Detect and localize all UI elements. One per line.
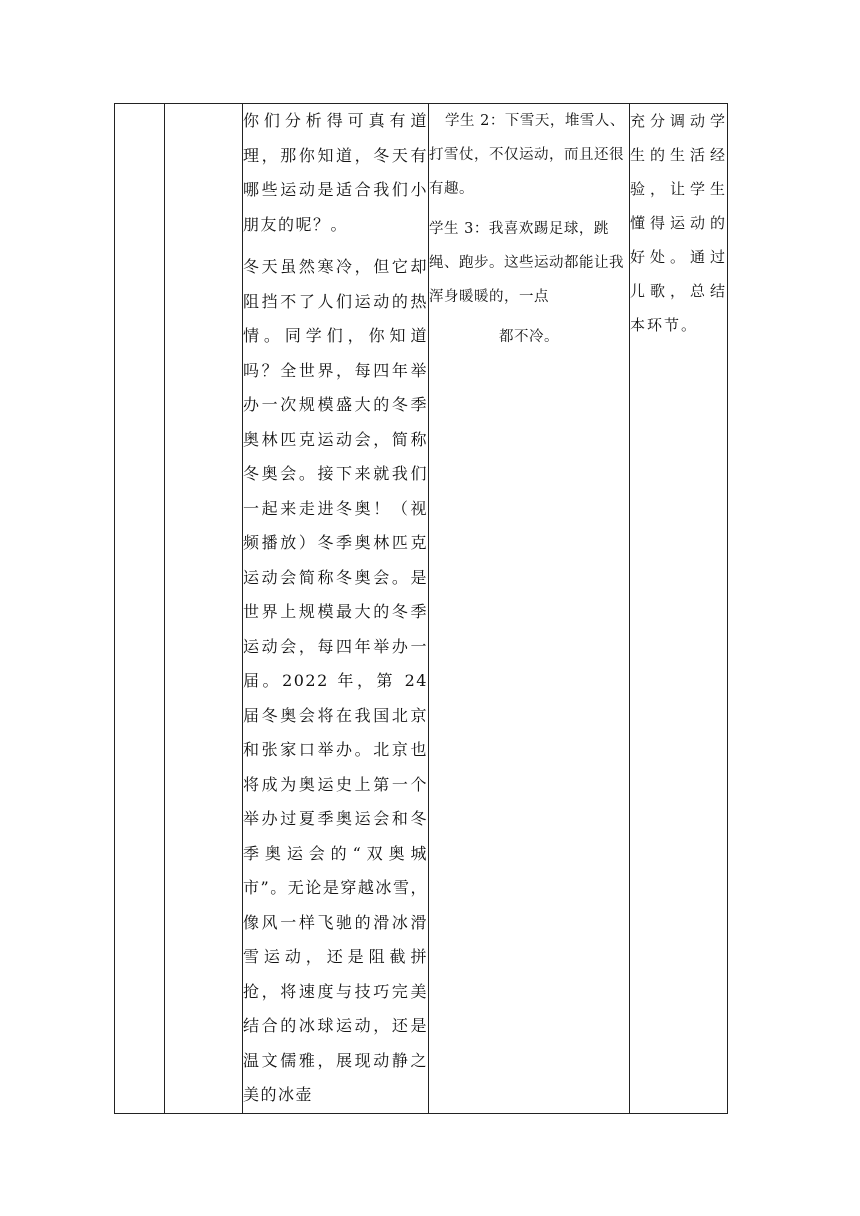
teacher-paragraph: 你们分析得可真有道理，那你知道，冬天有哪些运动是适合我们小朋友的呢？。: [243, 111, 428, 234]
teacher-activity-cell: [243, 104, 429, 1114]
student-3-response-tail: 都不冷。: [499, 329, 559, 345]
student-3-response: 学生 3：我喜欢踢足球，跳绳、跑步。这些运动都能让我浑身暖暖的，一点: [429, 221, 624, 305]
table-row: [115, 104, 728, 1114]
design-intent-text: 充分调动学生的生活经验，让学生懂得运动的好处。通过儿歌，总结本环节。: [630, 112, 727, 334]
student-activity-cell: [429, 104, 630, 1114]
student-2-response: 学生 2：下雪天，堆雪人、打雪仗，不仅运动，而且还很有趣。: [429, 113, 625, 197]
stage-cell: [115, 104, 165, 1114]
teacher-paragraph: 冬天虽然寒冷，但它却阻挡不了人们运动的热情。同学们，你知道吗？全世界，每四年举办一次规模盛大的冬季奥林匹克运动会，简称冬奥会。接下来就我们一起来走进冬奥！（视频播放）冬季奥林匹克运动会简称冬奥会。是世界上规模最大的冬季运动会，每四年举办一届。2022 年，第 24 届冬奥会将在我国北京和张家口举办。北京也将成为奥运史上第一个举办过夏季奥运会和冬季奥运会的“双奥城市”。无论是穿越冰雪，像风一样飞驰的滑冰滑雪运动，还是阻截拼抢，将速度与技巧完美结合的冰球运动，还是温文儒雅，展现动静之美的冰壶: [243, 257, 428, 1104]
design-intent-cell: [630, 104, 728, 1114]
section-cell: [165, 104, 243, 1114]
lesson-plan-table: [114, 103, 728, 1114]
